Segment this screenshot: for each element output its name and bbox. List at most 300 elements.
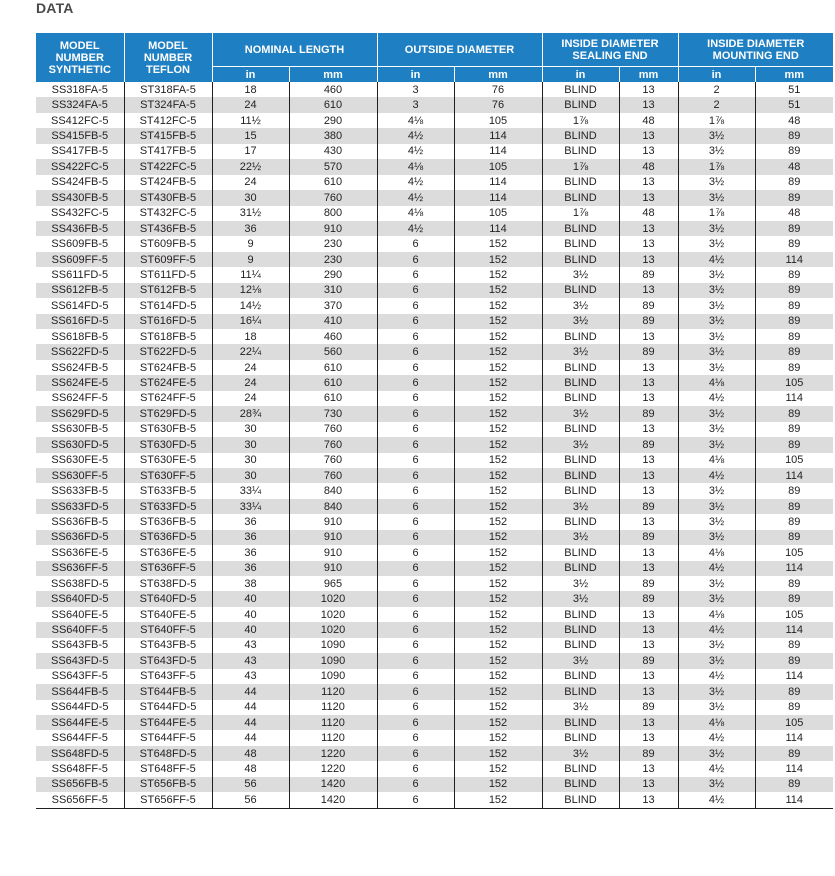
- cell-length-mm: 290: [289, 113, 377, 128]
- cell-od-in: 6: [377, 576, 454, 591]
- cell-id-sealing-in: 3½: [542, 591, 619, 606]
- cell-od-in: 6: [377, 314, 454, 329]
- table-row: [36, 298, 833, 313]
- cell-id-sealing-mm: 13: [619, 283, 678, 298]
- cell-id-sealing-mm: 13: [619, 190, 678, 205]
- cell-id-sealing-in: 3½: [542, 576, 619, 591]
- cell-id-sealing-mm: 89: [619, 406, 678, 421]
- cell-id-sealing-mm: 13: [619, 545, 678, 560]
- cell-model-synthetic: SS324FA-5: [36, 97, 124, 112]
- cell-model-synthetic: SS648FD-5: [36, 746, 124, 761]
- cell-id-mounting-mm: 89: [755, 591, 833, 606]
- cell-id-mounting-mm: 89: [755, 283, 833, 298]
- cell-length-mm: 1090: [289, 653, 377, 668]
- cell-od-mm: 152: [454, 684, 542, 699]
- cell-od-mm: 105: [454, 206, 542, 221]
- cell-model-teflon: ST415FB-5: [124, 128, 212, 143]
- cell-model-teflon: ST640FE-5: [124, 607, 212, 622]
- cell-length-in: 43: [212, 653, 289, 668]
- cell-od-in: 4½: [377, 221, 454, 236]
- header-line: NUMBER: [55, 51, 104, 64]
- table-row: [36, 113, 833, 128]
- cell-length-in: 22½: [212, 159, 289, 174]
- cell-length-mm: 1120: [289, 715, 377, 730]
- cell-od-mm: 152: [454, 375, 542, 390]
- cell-id-mounting-mm: 48: [755, 206, 833, 221]
- cell-od-in: 6: [377, 483, 454, 498]
- cell-od-mm: 152: [454, 545, 542, 560]
- cell-id-sealing-in: 3½: [542, 314, 619, 329]
- cell-od-in: 6: [377, 406, 454, 421]
- cell-od-mm: 152: [454, 468, 542, 483]
- cell-id-sealing-in: BLIND: [542, 144, 619, 159]
- table-row: [36, 514, 833, 529]
- cell-od-in: 6: [377, 746, 454, 761]
- cell-id-mounting-in: 4⅛: [678, 607, 755, 622]
- cell-id-sealing-mm: 13: [619, 144, 678, 159]
- cell-id-mounting-mm: 114: [755, 761, 833, 776]
- cell-od-mm: 114: [454, 221, 542, 236]
- cell-id-sealing-mm: 13: [619, 236, 678, 251]
- cell-id-mounting-in: 3½: [678, 422, 755, 437]
- cell-id-sealing-mm: 13: [619, 375, 678, 390]
- cell-id-sealing-mm: 89: [619, 437, 678, 452]
- cell-length-in: 31½: [212, 206, 289, 221]
- cell-length-mm: 1020: [289, 622, 377, 637]
- cell-length-mm: 760: [289, 190, 377, 205]
- cell-od-mm: 76: [454, 97, 542, 112]
- unit-header: in: [212, 67, 289, 83]
- cell-id-mounting-in: 4½: [678, 468, 755, 483]
- cell-id-mounting-mm: 48: [755, 113, 833, 128]
- cell-id-sealing-in: BLIND: [542, 792, 619, 808]
- cell-od-in: 6: [377, 422, 454, 437]
- table-row: [36, 221, 833, 236]
- cell-id-mounting-mm: 89: [755, 314, 833, 329]
- table-row: [36, 591, 833, 606]
- cell-od-mm: 152: [454, 777, 542, 792]
- cell-od-mm: 152: [454, 653, 542, 668]
- cell-length-mm: 910: [289, 561, 377, 576]
- cell-id-mounting-in: 3½: [678, 329, 755, 344]
- cell-id-mounting-mm: 89: [755, 221, 833, 236]
- cell-id-sealing-mm: 13: [619, 684, 678, 699]
- cell-id-mounting-in: 3½: [678, 514, 755, 529]
- cell-od-mm: 152: [454, 437, 542, 452]
- header-line: MODEL: [148, 39, 188, 52]
- cell-length-mm: 460: [289, 82, 377, 97]
- header-model-teflon: [124, 33, 212, 82]
- cell-length-in: 56: [212, 777, 289, 792]
- table-row: [36, 437, 833, 452]
- cell-id-sealing-mm: 89: [619, 530, 678, 545]
- cell-id-sealing-in: 3½: [542, 437, 619, 452]
- cell-id-sealing-mm: 13: [619, 483, 678, 498]
- header-model-synthetic: [36, 33, 124, 82]
- cell-id-mounting-mm: 89: [755, 360, 833, 375]
- cell-od-mm: 152: [454, 514, 542, 529]
- cell-od-in: 6: [377, 561, 454, 576]
- cell-id-sealing-in: BLIND: [542, 715, 619, 730]
- cell-model-synthetic: SS430FB-5: [36, 190, 124, 205]
- cell-model-teflon: ST624FF-5: [124, 391, 212, 406]
- unit-header: in: [542, 67, 619, 83]
- cell-model-teflon: ST636FD-5: [124, 530, 212, 545]
- cell-id-sealing-mm: 13: [619, 360, 678, 375]
- cell-length-in: 48: [212, 746, 289, 761]
- cell-id-sealing-mm: 89: [619, 344, 678, 359]
- table-row: [36, 422, 833, 437]
- cell-length-in: 40: [212, 607, 289, 622]
- cell-model-teflon: ST612FB-5: [124, 283, 212, 298]
- cell-id-sealing-in: BLIND: [542, 453, 619, 468]
- cell-id-mounting-in: 3½: [678, 190, 755, 205]
- cell-id-sealing-in: BLIND: [542, 128, 619, 143]
- cell-model-synthetic: SS630FB-5: [36, 422, 124, 437]
- cell-length-mm: 1020: [289, 591, 377, 606]
- table-row: [36, 715, 833, 730]
- cell-od-mm: 152: [454, 267, 542, 282]
- cell-od-in: 4⅛: [377, 159, 454, 174]
- cell-id-sealing-mm: 13: [619, 792, 678, 808]
- cell-id-sealing-mm: 89: [619, 314, 678, 329]
- cell-od-in: 6: [377, 375, 454, 390]
- cell-od-in: 6: [377, 283, 454, 298]
- cell-id-sealing-in: BLIND: [542, 468, 619, 483]
- cell-od-in: 6: [377, 499, 454, 514]
- cell-id-sealing-in: BLIND: [542, 622, 619, 637]
- cell-od-mm: 105: [454, 113, 542, 128]
- cell-id-mounting-mm: 89: [755, 128, 833, 143]
- cell-od-in: 6: [377, 622, 454, 637]
- cell-length-in: 17: [212, 144, 289, 159]
- cell-model-teflon: ST643FF-5: [124, 669, 212, 684]
- cell-id-sealing-mm: 13: [619, 453, 678, 468]
- cell-length-in: 24: [212, 391, 289, 406]
- cell-id-mounting-mm: 89: [755, 746, 833, 761]
- cell-id-sealing-in: BLIND: [542, 730, 619, 745]
- cell-model-synthetic: SS636FF-5: [36, 561, 124, 576]
- cell-model-synthetic: SS318FA-5: [36, 82, 124, 97]
- cell-length-in: 44: [212, 684, 289, 699]
- header-line: INSIDE DIAMETER: [707, 37, 805, 50]
- cell-od-in: 6: [377, 236, 454, 251]
- table-row: [36, 360, 833, 375]
- cell-length-in: 40: [212, 622, 289, 637]
- cell-id-sealing-in: BLIND: [542, 684, 619, 699]
- cell-od-mm: 152: [454, 638, 542, 653]
- cell-id-mounting-mm: 105: [755, 375, 833, 390]
- cell-model-teflon: ST436FB-5: [124, 221, 212, 236]
- cell-id-sealing-in: 1⅞: [542, 206, 619, 221]
- cell-length-mm: 1120: [289, 730, 377, 745]
- cell-length-mm: 910: [289, 514, 377, 529]
- cell-model-synthetic: SS644FB-5: [36, 684, 124, 699]
- cell-id-mounting-mm: 114: [755, 252, 833, 267]
- cell-id-mounting-in: 3½: [678, 406, 755, 421]
- cell-od-mm: 152: [454, 700, 542, 715]
- table-row: [36, 499, 833, 514]
- table-row: [36, 406, 833, 421]
- cell-id-mounting-mm: 114: [755, 622, 833, 637]
- cell-id-mounting-mm: 89: [755, 190, 833, 205]
- cell-od-mm: 152: [454, 406, 542, 421]
- table-row: [36, 206, 833, 221]
- cell-id-mounting-in: 3½: [678, 144, 755, 159]
- table-row: [36, 746, 833, 761]
- cell-length-in: 9: [212, 236, 289, 251]
- header-line: TEFLON: [146, 63, 190, 76]
- cell-length-in: 30: [212, 437, 289, 452]
- cell-od-mm: 152: [454, 236, 542, 251]
- table-row: [36, 468, 833, 483]
- cell-od-in: 4⅛: [377, 206, 454, 221]
- cell-model-synthetic: SS644FF-5: [36, 730, 124, 745]
- cell-id-mounting-in: 3½: [678, 530, 755, 545]
- cell-id-mounting-mm: 114: [755, 730, 833, 745]
- table-row: [36, 530, 833, 545]
- cell-id-sealing-mm: 89: [619, 653, 678, 668]
- cell-id-sealing-in: BLIND: [542, 97, 619, 112]
- cell-od-in: 4⅛: [377, 113, 454, 128]
- cell-model-synthetic: SS644FD-5: [36, 700, 124, 715]
- cell-length-in: 12⅛: [212, 283, 289, 298]
- cell-id-sealing-in: BLIND: [542, 761, 619, 776]
- cell-length-mm: 730: [289, 406, 377, 421]
- cell-model-teflon: ST648FF-5: [124, 761, 212, 776]
- cell-od-in: 6: [377, 545, 454, 560]
- cell-length-mm: 560: [289, 344, 377, 359]
- cell-od-in: 6: [377, 591, 454, 606]
- cell-od-mm: 152: [454, 669, 542, 684]
- cell-length-in: 48: [212, 761, 289, 776]
- cell-model-teflon: ST636FE-5: [124, 545, 212, 560]
- cell-model-synthetic: SS624FE-5: [36, 375, 124, 390]
- cell-model-synthetic: SS656FF-5: [36, 792, 124, 808]
- cell-model-synthetic: SS618FB-5: [36, 329, 124, 344]
- cell-id-sealing-in: BLIND: [542, 777, 619, 792]
- cell-model-teflon: ST640FD-5: [124, 591, 212, 606]
- cell-model-teflon: ST618FB-5: [124, 329, 212, 344]
- header-nominal-length: [212, 33, 377, 67]
- cell-id-mounting-mm: 89: [755, 530, 833, 545]
- cell-od-in: 6: [377, 298, 454, 313]
- table-row: [36, 236, 833, 251]
- cell-id-sealing-mm: 13: [619, 669, 678, 684]
- table-row: [36, 97, 833, 112]
- table-row: [36, 483, 833, 498]
- cell-model-synthetic: SS643FD-5: [36, 653, 124, 668]
- cell-model-synthetic: SS415FB-5: [36, 128, 124, 143]
- cell-model-teflon: ST630FF-5: [124, 468, 212, 483]
- cell-length-in: 36: [212, 561, 289, 576]
- table-row: [36, 576, 833, 591]
- unit-header: mm: [454, 67, 542, 83]
- cell-model-synthetic: SS432FC-5: [36, 206, 124, 221]
- cell-od-in: 6: [377, 607, 454, 622]
- cell-model-synthetic: SS424FB-5: [36, 175, 124, 190]
- cell-length-mm: 840: [289, 499, 377, 514]
- cell-id-sealing-mm: 13: [619, 391, 678, 406]
- cell-id-sealing-in: BLIND: [542, 391, 619, 406]
- cell-model-teflon: ST638FD-5: [124, 576, 212, 591]
- table-row: [36, 561, 833, 576]
- cell-length-mm: 1220: [289, 746, 377, 761]
- table-row: [36, 128, 833, 143]
- cell-id-sealing-mm: 13: [619, 622, 678, 637]
- cell-id-sealing-in: 1⅞: [542, 159, 619, 174]
- unit-header: in: [377, 67, 454, 83]
- cell-id-mounting-in: 4½: [678, 561, 755, 576]
- cell-model-teflon: ST324FA-5: [124, 97, 212, 112]
- cell-model-teflon: ST656FF-5: [124, 792, 212, 808]
- cell-id-mounting-in: 3½: [678, 314, 755, 329]
- cell-id-mounting-mm: 89: [755, 329, 833, 344]
- cell-od-in: 4½: [377, 144, 454, 159]
- cell-id-sealing-in: BLIND: [542, 175, 619, 190]
- cell-od-mm: 152: [454, 483, 542, 498]
- cell-id-mounting-mm: 89: [755, 638, 833, 653]
- cell-model-teflon: ST432FC-5: [124, 206, 212, 221]
- cell-od-mm: 152: [454, 422, 542, 437]
- cell-length-in: 14½: [212, 298, 289, 313]
- cell-od-in: 6: [377, 437, 454, 452]
- header-inside-diameter-mounting: [678, 33, 833, 67]
- cell-model-synthetic: SS422FC-5: [36, 159, 124, 174]
- cell-length-mm: 410: [289, 314, 377, 329]
- cell-od-in: 6: [377, 252, 454, 267]
- cell-od-in: 3: [377, 97, 454, 112]
- cell-length-mm: 910: [289, 221, 377, 236]
- cell-model-synthetic: SS640FF-5: [36, 622, 124, 637]
- cell-id-mounting-mm: 105: [755, 715, 833, 730]
- cell-od-in: 6: [377, 715, 454, 730]
- header-line: OUTSIDE DIAMETER: [404, 43, 515, 56]
- cell-model-teflon: ST624FB-5: [124, 360, 212, 375]
- cell-model-teflon: ST422FC-5: [124, 159, 212, 174]
- cell-id-sealing-in: 3½: [542, 499, 619, 514]
- cell-od-mm: 152: [454, 344, 542, 359]
- cell-length-in: 43: [212, 669, 289, 684]
- cell-length-in: 11½: [212, 113, 289, 128]
- cell-id-sealing-in: 1⅞: [542, 113, 619, 128]
- cell-model-teflon: ST611FD-5: [124, 267, 212, 282]
- cell-od-mm: 152: [454, 298, 542, 313]
- cell-length-mm: 610: [289, 175, 377, 190]
- cell-model-teflon: ST622FD-5: [124, 344, 212, 359]
- cell-id-mounting-in: 3½: [678, 746, 755, 761]
- cell-length-in: 36: [212, 514, 289, 529]
- cell-length-mm: 760: [289, 437, 377, 452]
- cell-od-in: 6: [377, 638, 454, 653]
- cell-length-in: 30: [212, 190, 289, 205]
- cell-model-synthetic: SS640FE-5: [36, 607, 124, 622]
- cell-model-teflon: ST614FD-5: [124, 298, 212, 313]
- cell-model-synthetic: SS412FC-5: [36, 113, 124, 128]
- cell-length-mm: 910: [289, 545, 377, 560]
- cell-model-teflon: ST656FB-5: [124, 777, 212, 792]
- cell-length-mm: 1220: [289, 761, 377, 776]
- cell-id-mounting-in: 3½: [678, 437, 755, 452]
- cell-id-mounting-in: 2: [678, 97, 755, 112]
- cell-od-mm: 152: [454, 792, 542, 808]
- cell-od-in: 6: [377, 684, 454, 699]
- cell-id-mounting-mm: 114: [755, 561, 833, 576]
- cell-id-sealing-mm: 13: [619, 221, 678, 236]
- cell-model-synthetic: SS648FF-5: [36, 761, 124, 776]
- cell-length-in: 44: [212, 730, 289, 745]
- cell-od-in: 6: [377, 329, 454, 344]
- cell-id-mounting-mm: 89: [755, 236, 833, 251]
- cell-id-mounting-mm: 114: [755, 792, 833, 808]
- cell-length-in: 56: [212, 792, 289, 808]
- cell-od-mm: 152: [454, 576, 542, 591]
- cell-id-sealing-in: BLIND: [542, 190, 619, 205]
- cell-id-mounting-in: 3½: [678, 591, 755, 606]
- cell-od-mm: 152: [454, 561, 542, 576]
- table-row: [36, 669, 833, 684]
- cell-id-mounting-in: 4⅛: [678, 545, 755, 560]
- table-row: [36, 329, 833, 344]
- cell-id-sealing-in: 3½: [542, 653, 619, 668]
- cell-model-synthetic: SS636FB-5: [36, 514, 124, 529]
- cell-id-sealing-mm: 89: [619, 700, 678, 715]
- cell-model-synthetic: SS609FB-5: [36, 236, 124, 251]
- cell-od-in: 6: [377, 669, 454, 684]
- cell-model-synthetic: SS636FD-5: [36, 530, 124, 545]
- cell-od-in: 6: [377, 530, 454, 545]
- cell-id-sealing-mm: 48: [619, 206, 678, 221]
- cell-model-synthetic: SS622FD-5: [36, 344, 124, 359]
- cell-od-mm: 152: [454, 283, 542, 298]
- table-row: [36, 391, 833, 406]
- cell-od-mm: 114: [454, 144, 542, 159]
- cell-od-mm: 152: [454, 314, 542, 329]
- cell-length-mm: 570: [289, 159, 377, 174]
- cell-od-in: 6: [377, 730, 454, 745]
- cell-id-sealing-in: 3½: [542, 298, 619, 313]
- cell-id-mounting-mm: 89: [755, 653, 833, 668]
- cell-id-mounting-in: 1⅞: [678, 113, 755, 128]
- cell-length-mm: 760: [289, 422, 377, 437]
- cell-id-sealing-in: BLIND: [542, 360, 619, 375]
- cell-model-synthetic: SS643FF-5: [36, 669, 124, 684]
- cell-id-mounting-mm: 89: [755, 267, 833, 282]
- table-row: [36, 144, 833, 159]
- cell-model-teflon: ST318FA-5: [124, 82, 212, 97]
- cell-id-mounting-mm: 105: [755, 607, 833, 622]
- cell-model-teflon: ST633FB-5: [124, 483, 212, 498]
- cell-od-mm: 114: [454, 128, 542, 143]
- cell-length-mm: 380: [289, 128, 377, 143]
- cell-length-in: 24: [212, 375, 289, 390]
- cell-id-sealing-mm: 48: [619, 113, 678, 128]
- cell-model-synthetic: SS436FB-5: [36, 221, 124, 236]
- cell-length-mm: 230: [289, 252, 377, 267]
- cell-model-synthetic: SS638FD-5: [36, 576, 124, 591]
- cell-id-mounting-in: 3½: [678, 483, 755, 498]
- cell-length-mm: 460: [289, 329, 377, 344]
- cell-id-sealing-in: BLIND: [542, 252, 619, 267]
- cell-id-mounting-mm: 89: [755, 437, 833, 452]
- cell-length-mm: 910: [289, 530, 377, 545]
- cell-id-sealing-mm: 13: [619, 97, 678, 112]
- cell-model-teflon: ST609FF-5: [124, 252, 212, 267]
- cell-od-in: 6: [377, 267, 454, 282]
- cell-id-sealing-mm: 13: [619, 175, 678, 190]
- cell-od-mm: 152: [454, 622, 542, 637]
- cell-length-mm: 965: [289, 576, 377, 591]
